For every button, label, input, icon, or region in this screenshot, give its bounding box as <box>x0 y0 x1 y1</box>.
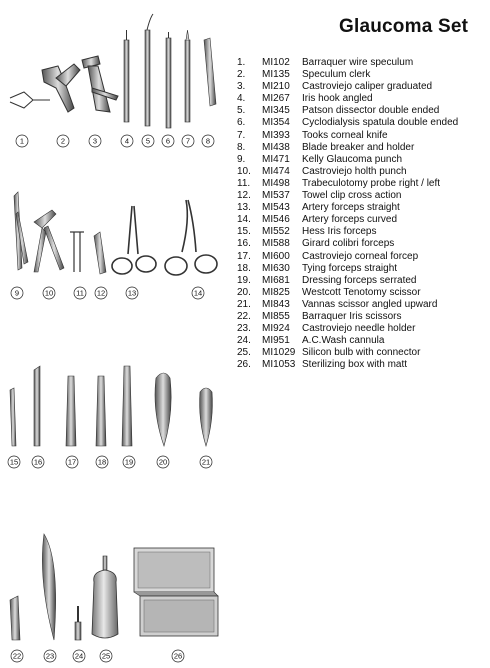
figure-number-13 <box>126 287 138 299</box>
svg-text:17: 17 <box>67 457 77 467</box>
figure-number-23 <box>44 650 56 662</box>
figure-number-9 <box>11 287 23 299</box>
list-item: 8. MI438 Blade breaker and holder <box>237 141 415 153</box>
instrument-19-dressing-forceps <box>122 366 132 446</box>
list-item: 2. MI135 Speculum clerk <box>237 69 371 81</box>
instrument-9-kelly-punch <box>14 192 28 270</box>
page-title: Glaucoma Set <box>339 16 469 37</box>
svg-text:18: 18 <box>97 457 107 467</box>
svg-text:20: 20 <box>158 457 168 467</box>
list-item: 5. MI345 Patson dissector double ended <box>237 105 440 117</box>
figure-number-22 <box>11 650 23 662</box>
instrument-7-corneal-knife <box>185 30 190 122</box>
figure-number-10 <box>43 287 55 299</box>
instrument-1-wire-speculum <box>10 92 50 108</box>
figure-number-15 <box>8 456 20 468</box>
list-item: 6. MI354 Cyclodialysis spatula double ended <box>237 117 459 129</box>
list-item: 22. MI855 Barraquer Iris scissors <box>237 310 402 322</box>
figure-number-1 <box>16 135 28 147</box>
svg-text:21: 21 <box>201 457 211 467</box>
instrument-10-holth-punch <box>34 210 64 272</box>
svg-text:23: 23 <box>45 651 55 661</box>
instrument-6-cyclodialysis-spatula <box>166 32 171 128</box>
svg-text:3: 3 <box>92 136 98 146</box>
figure-number-7 <box>182 135 194 147</box>
instrument-23-needle-holder <box>42 534 55 640</box>
list-item: 3. MI210 Castroviejo caliper graduated <box>237 81 433 93</box>
instrument-17-corneal-forcep <box>66 376 76 446</box>
list-item: 21. MI843 Vannas scissor angled upward <box>237 298 438 310</box>
list-item: 26. MI1053 Sterilizing box with matt <box>237 359 408 371</box>
list-item: 20. MI825 Westcott Tenotomy scissor <box>237 286 421 298</box>
svg-text:2: 2 <box>60 136 66 146</box>
list-item: 7. MI393 Tooks corneal knife <box>237 129 388 141</box>
figure-number-14 <box>192 287 204 299</box>
figure-number-19 <box>123 456 135 468</box>
list-item: 16. MI588 Girard colibri forceps <box>237 238 395 250</box>
figure-number-11 <box>74 287 86 299</box>
svg-text:12: 12 <box>96 288 106 298</box>
list-item: 23. MI924 Castroviejo needle holder <box>237 323 416 335</box>
list-item: 12. MI537 Towel clip cross action <box>237 190 402 202</box>
svg-text:1: 1 <box>19 136 25 146</box>
figure-number-5 <box>142 135 154 147</box>
figure-number-20 <box>157 456 169 468</box>
instrument-12-towel-clip <box>94 232 106 274</box>
list-item: 19. MI681 Dressing forceps serrated <box>237 274 417 286</box>
instrument-3-caliper <box>82 56 118 112</box>
figure-number-25 <box>100 650 112 662</box>
instrument-list <box>237 57 458 371</box>
figure-number-2 <box>57 135 69 147</box>
figure-number-6 <box>162 135 174 147</box>
list-item: 13. MI543 Artery forceps straight <box>237 202 400 214</box>
svg-text:22: 22 <box>12 651 22 661</box>
instrument-13-artery-forceps-straight <box>112 206 156 274</box>
figure-number-4 <box>121 135 133 147</box>
instrument-22-iris-scissors <box>10 596 20 640</box>
list-item: 4. MI267 Iris hook angled <box>237 93 373 105</box>
instrument-20-westcott-scissor <box>155 373 171 446</box>
figure-number-3 <box>89 135 101 147</box>
instrument-5-patson-dissector <box>145 14 153 126</box>
instrument-14-artery-forceps-curved <box>165 200 217 275</box>
instrument-18-tying-forceps <box>96 376 106 446</box>
list-item: 10. MI474 Castroviejo holth punch <box>237 165 407 177</box>
svg-text:14: 14 <box>193 288 203 298</box>
instrument-2-speculum-clerk <box>42 64 80 112</box>
instrument-11-trabeculotomy-probe <box>70 232 84 272</box>
instrument-15-hess-iris-forceps <box>10 388 16 446</box>
instrument-8-blade-breaker <box>204 38 216 106</box>
svg-text:16: 16 <box>33 457 43 467</box>
figure-number-26 <box>172 650 184 662</box>
list-item: 24. MI951 A.C.Wash cannula <box>237 335 385 347</box>
instrument-16-colibri-forceps <box>34 366 40 446</box>
svg-text:15: 15 <box>9 457 19 467</box>
list-item: 17. MI600 Castroviejo corneal forcep <box>237 250 419 262</box>
instrument-4-iris-hook <box>124 30 129 122</box>
svg-text:19: 19 <box>124 457 134 467</box>
list-item: 14. MI546 Artery forceps curved <box>237 214 398 226</box>
list-item: 9. MI471 Kelly Glaucoma punch <box>237 153 403 165</box>
list-item: 1. MI102 Barraquer wire speculum <box>237 57 414 68</box>
svg-text:10: 10 <box>44 288 54 298</box>
svg-text:13: 13 <box>127 288 137 298</box>
list-item: 25. MI1029 Silicon bulb with connector <box>237 347 421 359</box>
figure-number-18 <box>96 456 108 468</box>
figure-number-24 <box>73 650 85 662</box>
list-item: 11. MI498 Trabeculotomy probe right / left <box>237 177 441 189</box>
instrument-21-vannas-scissor <box>200 388 213 446</box>
list-item: 15. MI552 Hess Iris forceps <box>237 226 377 238</box>
svg-text:24: 24 <box>74 651 84 661</box>
svg-text:9: 9 <box>14 288 20 298</box>
svg-text:4: 4 <box>124 136 130 146</box>
svg-text:5: 5 <box>145 136 151 146</box>
svg-text:25: 25 <box>101 651 111 661</box>
figure-number-17 <box>66 456 78 468</box>
instrument-25-silicon-bulb <box>92 556 118 638</box>
svg-text:26: 26 <box>173 651 183 661</box>
figure-number-21 <box>200 456 212 468</box>
svg-text:11: 11 <box>76 288 84 298</box>
instrument-24-wash-cannula <box>75 606 81 640</box>
figure-number-12 <box>95 287 107 299</box>
figure-number-8 <box>202 135 214 147</box>
svg-text:6: 6 <box>165 136 171 146</box>
list-item: 18. MI630 Tying forceps straight <box>237 262 398 274</box>
instrument-26-sterilizing-box <box>134 548 218 636</box>
svg-text:7: 7 <box>185 136 191 146</box>
figure-number-16 <box>32 456 44 468</box>
svg-text:8: 8 <box>205 136 211 146</box>
